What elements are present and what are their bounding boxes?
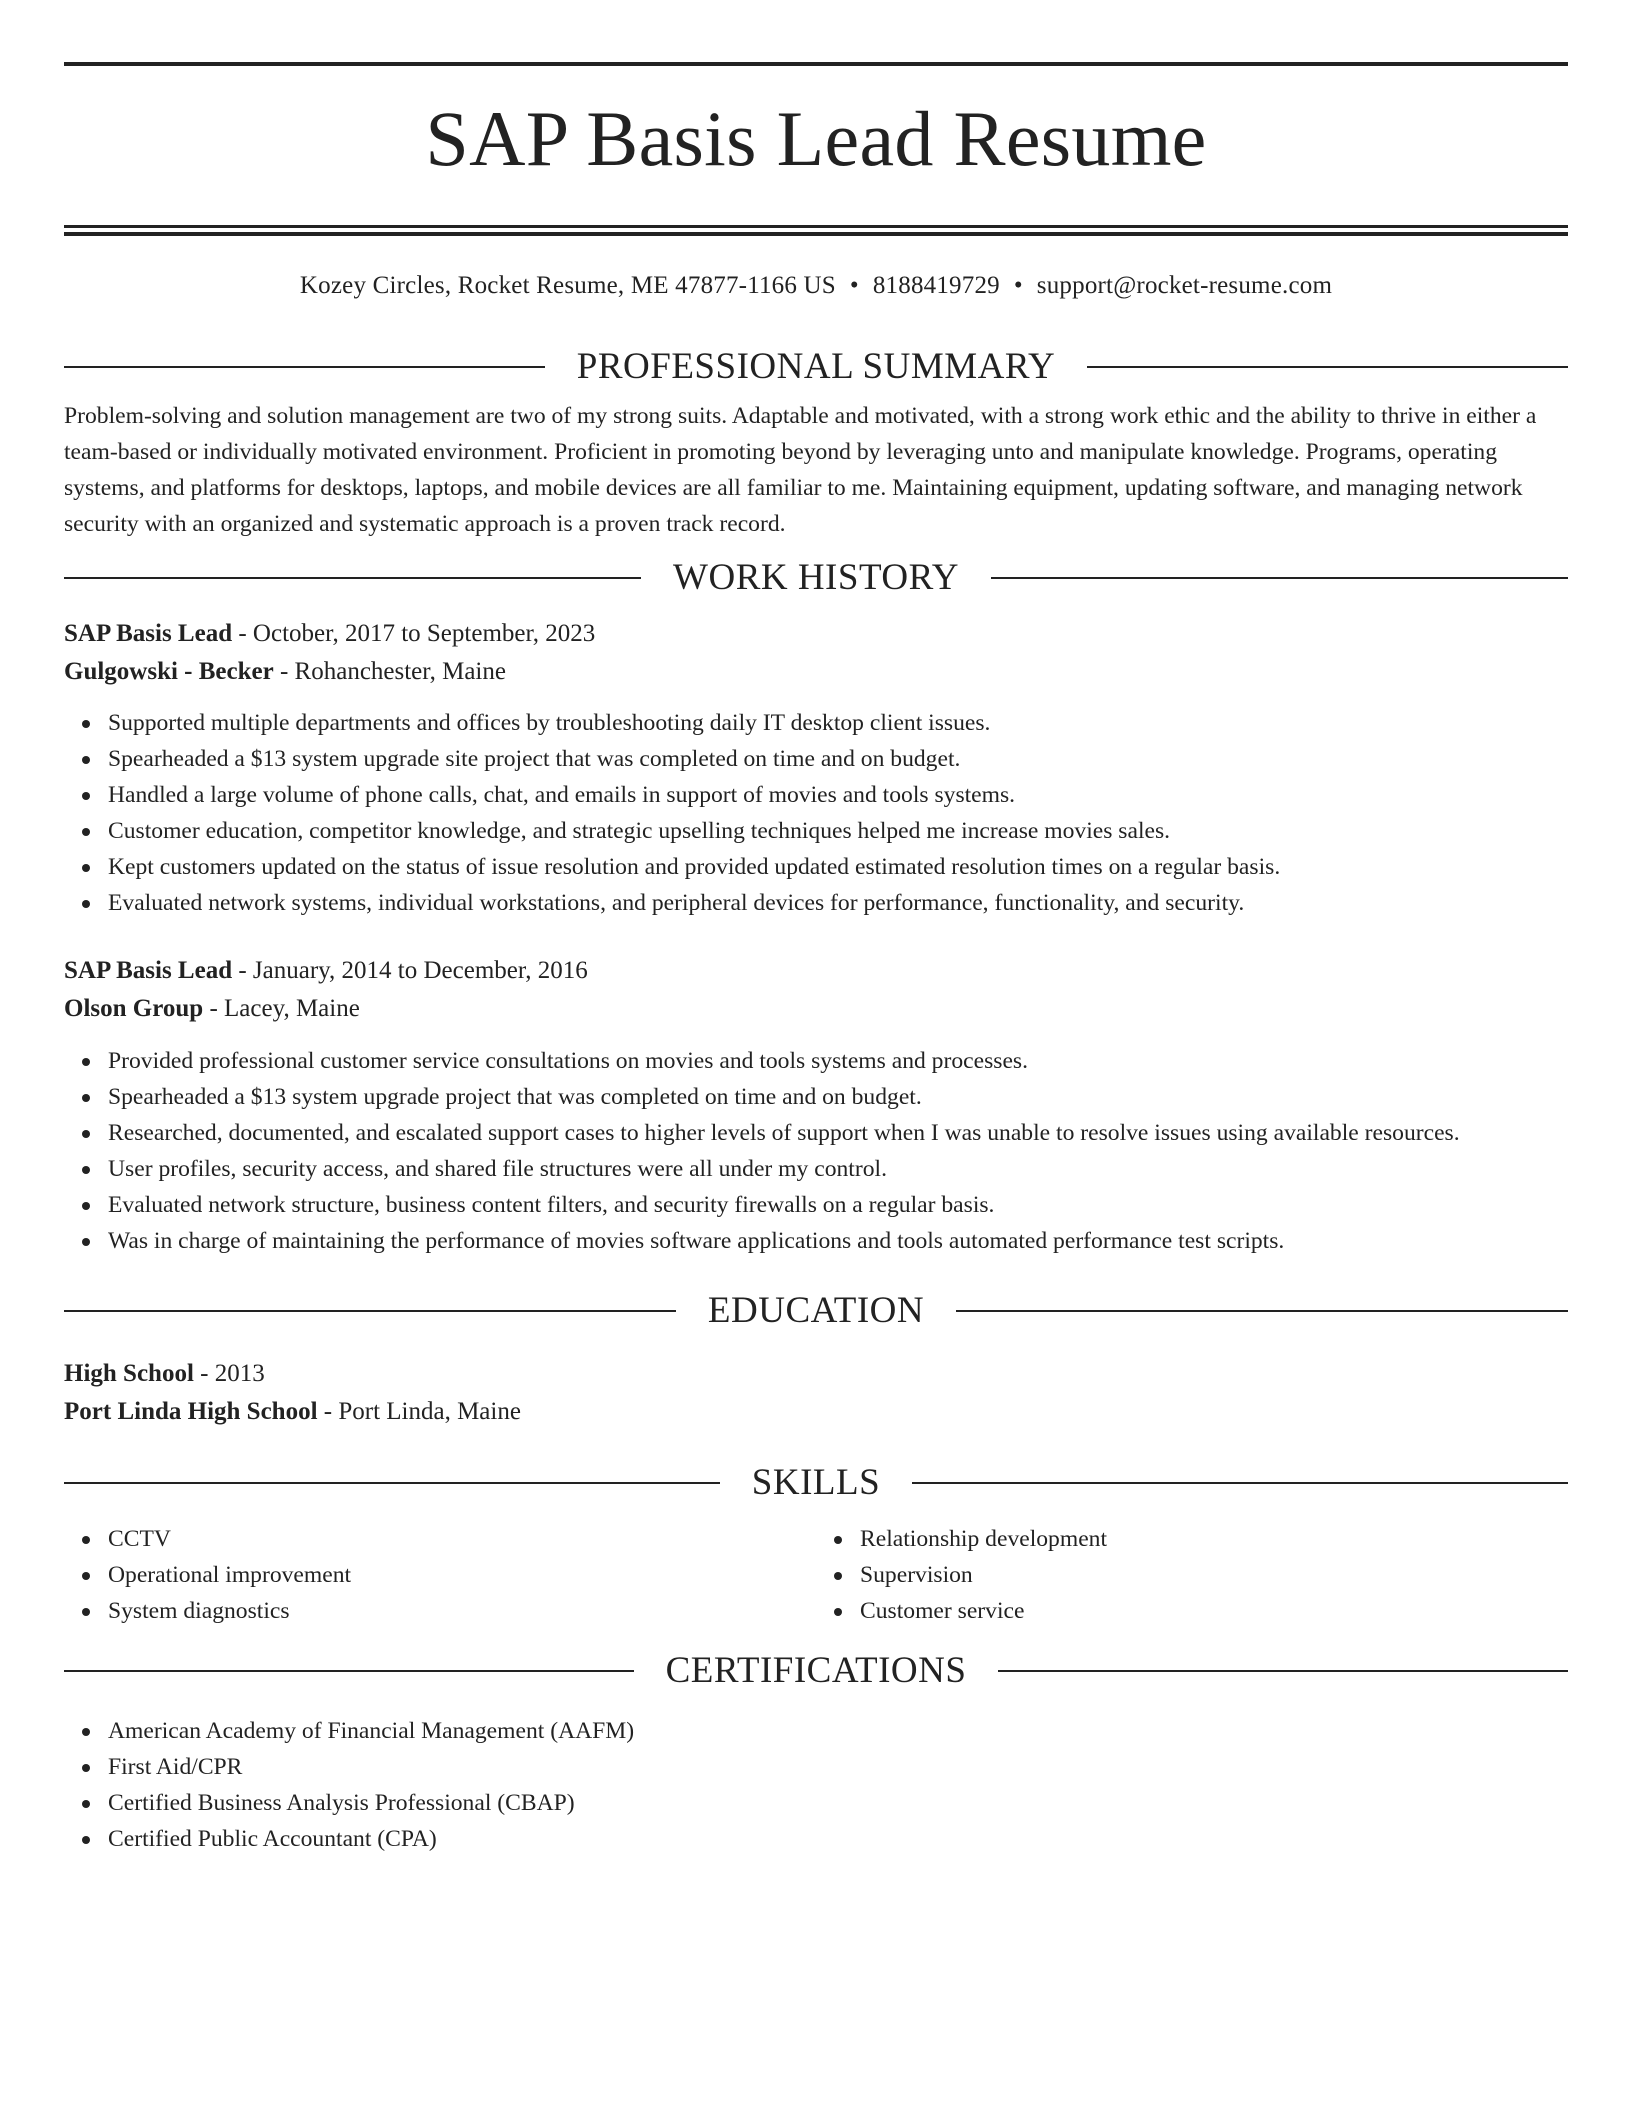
skill-item: System diagnostics [108, 1593, 816, 1629]
heading-rule [64, 366, 545, 368]
list-item: Supported multiple departments and offices by troubleshooting daily IT desktop client issues. [108, 705, 1568, 741]
heading-rule [64, 577, 641, 579]
section-heading-summary [64, 347, 1568, 387]
heading-rule [991, 577, 1568, 579]
job-company-line [64, 990, 1568, 1028]
list-item: Kept customers updated on the status of issue resolution and provided updated estimated resolution times on a regular basis. [108, 849, 1568, 885]
list-item: Spearheaded a $13 system upgrade project that was completed on time and on budget. [108, 1079, 1568, 1115]
heading-rule [64, 1670, 634, 1672]
heading-rule [912, 1482, 1568, 1484]
list-item: Handled a large volume of phone calls, chat, and emails in support of movies and tools systems. [108, 777, 1568, 813]
skill-item: Customer service [860, 1593, 1568, 1629]
skill-item: CCTV [108, 1521, 816, 1557]
job-title-line [64, 952, 1568, 990]
skill-item: Supervision [860, 1557, 1568, 1593]
list-item: Customer education, competitor knowledge, and strategic upselling techniques helped me increase movies sales. [108, 813, 1568, 849]
job-entry [64, 615, 1568, 921]
list-item: User profiles, security access, and shared file structures were all under my control. [108, 1151, 1568, 1187]
education-degree-line [64, 1355, 1568, 1393]
job-title-line [64, 615, 1568, 653]
contact-separator: • [1013, 272, 1023, 299]
section-heading-label: SKILLS [751, 1462, 881, 1503]
job-title: SAP Basis Lead [64, 957, 233, 984]
job-company: Gulgowski - Becker [64, 658, 274, 685]
certification-item: Certified Public Accountant (CPA) [108, 1821, 1568, 1857]
education-school-line [64, 1393, 1568, 1431]
contact-phone: 8188419729 [872, 272, 1000, 299]
top-rule [64, 62, 1568, 66]
certification-item: Certified Business Analysis Professional (CBAP) [108, 1785, 1568, 1821]
education-year: - 2013 [193, 1360, 265, 1387]
heading-rule [1087, 366, 1568, 368]
list-item: Researched, documented, and escalated support cases to higher levels of support when I was unable to resolve issues using available resources. [108, 1115, 1568, 1151]
education-school: Port Linda High School [64, 1398, 318, 1425]
certification-item: American Academy of Financial Management (AAFM) [108, 1713, 1568, 1749]
skill-item: Relationship development [860, 1521, 1568, 1557]
education-degree: High School [64, 1360, 194, 1387]
skills-list-left [64, 1521, 816, 1629]
job-company: Olson Group [64, 995, 204, 1022]
heading-rule [64, 1310, 676, 1312]
section-heading-label: PROFESSIONAL SUMMARY [576, 346, 1056, 387]
section-heading-skills [64, 1463, 1568, 1503]
job-location: - Rohanchester, Maine [273, 658, 506, 685]
education-location: - Port Linda, Maine [317, 1398, 521, 1425]
certification-item: First Aid/CPR [108, 1749, 1568, 1785]
heading-rule [64, 1482, 720, 1484]
contact-line [64, 271, 1568, 301]
list-item: Provided professional customer service consultations on movies and tools systems and processes. [108, 1043, 1568, 1079]
section-heading-education [64, 1291, 1568, 1331]
section-heading-certifications [64, 1651, 1568, 1691]
section-heading-work-history [64, 558, 1568, 598]
resume-title: SAP Basis Lead Resume [425, 95, 1207, 182]
contact-separator: • [849, 272, 859, 299]
skills-list-right [816, 1521, 1568, 1629]
job-title: SAP Basis Lead [64, 620, 233, 647]
section-heading-label: EDUCATION [707, 1290, 925, 1331]
section-heading-label: WORK HISTORY [673, 557, 959, 598]
list-item: Was in charge of maintaining the performance of movies software applications and tools automated performance test scripts. [108, 1223, 1568, 1259]
skills-columns [64, 1521, 1568, 1629]
job-bullets [64, 1043, 1568, 1259]
skill-item: Operational improvement [108, 1557, 816, 1593]
certifications-list [64, 1713, 1568, 1857]
list-item: Spearheaded a $13 system upgrade site project that was completed on time and on budget. [108, 741, 1568, 777]
heading-rule [998, 1670, 1568, 1672]
list-item: Evaluated network systems, individual workstations, and peripheral devices for performance, functionality, and security. [108, 885, 1568, 921]
list-item: Evaluated network structure, business content filters, and security firewalls on a regular basis. [108, 1187, 1568, 1223]
job-bullets [64, 705, 1568, 921]
job-dates: - October, 2017 to September, 2023 [232, 620, 596, 647]
job-company-line [64, 653, 1568, 691]
contact-email: support@rocket-resume.com [1036, 272, 1333, 299]
education-entry [64, 1355, 1568, 1431]
job-entry [64, 952, 1568, 1259]
contact-address: Kozey Circles, Rocket Resume, ME 47877-1166 US [299, 272, 836, 299]
job-location: - Lacey, Maine [203, 995, 360, 1022]
heading-rule [956, 1310, 1568, 1312]
title-double-rule [64, 225, 1568, 236]
section-heading-label: CERTIFICATIONS [665, 1650, 967, 1691]
summary-text: Problem-solving and solution management are two of my strong suits. Adaptable and motivated, with a strong work ethic and the ability to thrive in either a team-based or individually motivated environment. Proficient in promoting beyond by leveraging unto and manipulate knowledge. Programs, operating systems, and platforms for desktops, laptops, and mobile devices are all familiar to me. Maintaining equipment, updating software, and managing network security with an organized and systematic approach is a proven track record. [64, 403, 1537, 537]
job-dates: - January, 2014 to December, 2016 [232, 957, 588, 984]
